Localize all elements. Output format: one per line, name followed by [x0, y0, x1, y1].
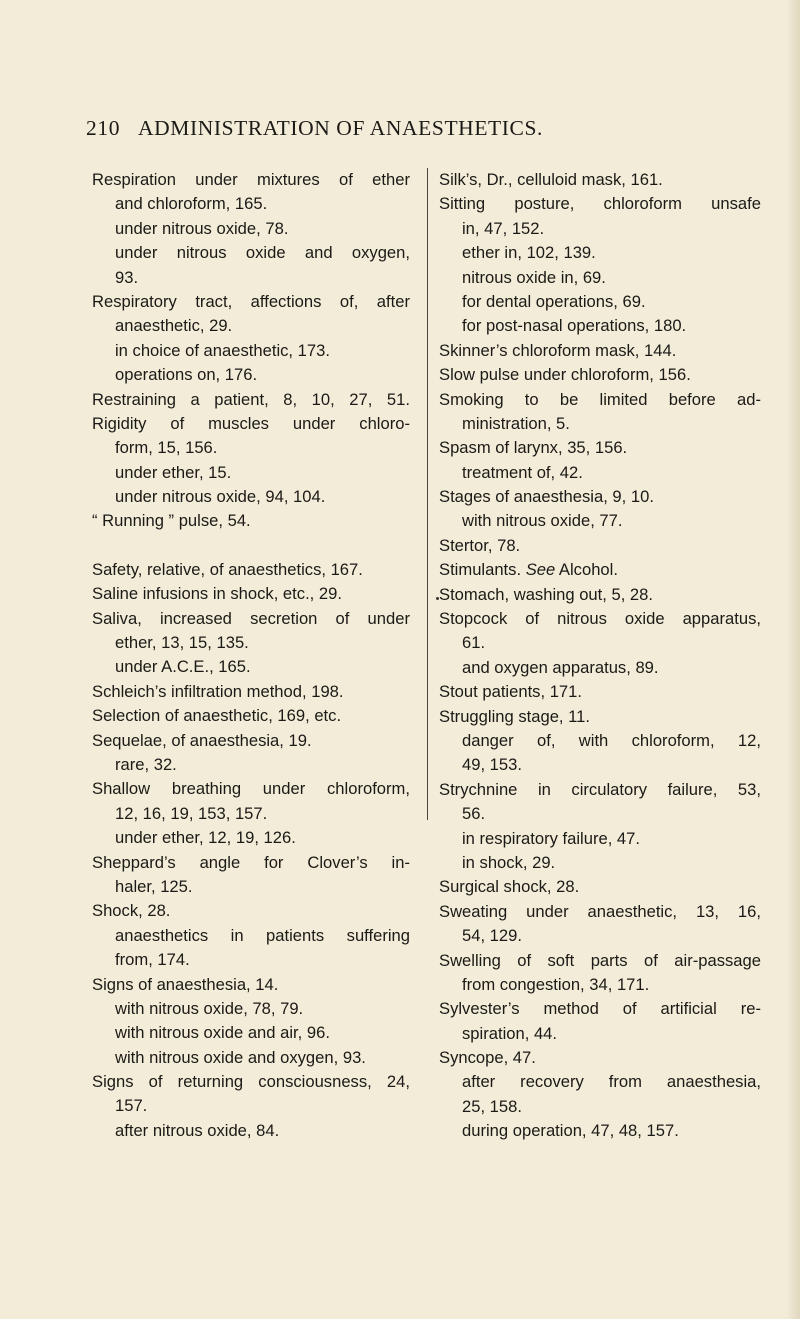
index-subentry: [439, 753, 761, 777]
index-subentry: [92, 1021, 410, 1045]
index-subentry: [92, 461, 410, 485]
entry-text: Signs of returning consciousness, 24,: [92, 1072, 410, 1092]
entry-text: under ether, 12, 19, 126.: [115, 828, 296, 848]
index-entry: [92, 290, 410, 314]
index-subentry: [439, 973, 761, 997]
index-subentry: [92, 826, 410, 850]
entry-text: Strychnine in circulatory failure, 53,: [439, 779, 761, 799]
index-entry: [439, 558, 761, 582]
page-header: [86, 116, 646, 146]
entry-text: 93.: [115, 267, 139, 287]
index-entry: [92, 168, 410, 192]
entry-text: under nitrous oxide, 78.: [115, 218, 289, 238]
index-subentry: [439, 1022, 761, 1046]
entry-text: haler, 125.: [115, 876, 193, 896]
index-subentry: [92, 1119, 410, 1143]
entry-text: with nitrous oxide, 78, 79.: [115, 998, 304, 1018]
entry-text: rare, 32.: [115, 754, 177, 774]
entry-text: in choice of anaesthetic, 173.: [115, 340, 330, 360]
entry-text: Sweating under anaesthetic, 13, 16,: [439, 901, 761, 921]
entry-text: after nitrous oxide, 84.: [115, 1120, 280, 1140]
index-column-left: [92, 168, 410, 1143]
entry-text: Selection of anaesthetic, 169, etc.: [92, 706, 342, 726]
entry-text: ministration, 5.: [462, 413, 570, 433]
index-entry: [92, 558, 410, 582]
entry-text: 56.: [462, 804, 486, 824]
entry-text: Safety, relative, of anaesthetics, 167.: [92, 559, 363, 579]
entry-text: ether, 13, 15, 135.: [115, 633, 249, 653]
index-subentry: [439, 509, 761, 533]
entry-text: Sylvester’s method of artificial re-: [439, 999, 761, 1019]
entry-text: from, 174.: [115, 950, 190, 970]
entry-text: for post-nasal operations, 180.: [462, 316, 687, 336]
entry-text: Restraining a patient, 8, 10, 27, 51.: [92, 389, 410, 409]
index-subentry: [92, 192, 410, 216]
index-entry: [439, 1046, 761, 1070]
entry-text: operations on, 176.: [115, 365, 258, 385]
entry-text: Struggling stage, 11.: [439, 706, 590, 726]
entry-text: under ether, 15.: [115, 462, 232, 482]
index-subentry: [92, 266, 410, 290]
index-subentry: [439, 1070, 761, 1094]
index-entry: [439, 363, 761, 387]
index-entry: [92, 729, 410, 753]
index-entry: [439, 583, 761, 607]
index-subentry: [439, 314, 761, 338]
entry-text: Stomach, washing out, 5, 28.: [439, 584, 654, 604]
index-entry: [92, 509, 410, 533]
entry-text: Stertor, 78.: [439, 535, 521, 555]
entry-text: Stages of anaesthesia, 9, 10.: [439, 487, 654, 507]
index-entry: [92, 973, 410, 997]
index-column-right: [439, 168, 761, 1144]
index-entry: [92, 704, 410, 728]
index-entry: [439, 900, 761, 924]
running-title: ADMINISTRATION OF ANAESTHETICS.: [138, 116, 544, 140]
index-entry: [439, 705, 761, 729]
entry-text: Shallow breathing under chloroform,: [92, 779, 410, 799]
index-entry: [92, 777, 410, 801]
index-subentry: [92, 436, 410, 460]
entry-text: Smoking to be limited before ad-: [439, 389, 761, 409]
entry-text: under nitrous oxide, 94, 104.: [115, 487, 326, 507]
entry-text: 157.: [115, 1096, 148, 1116]
entry-text: anaesthetic, 29.: [115, 316, 233, 336]
entry-text: under A.C.E., 165.: [115, 657, 251, 677]
index-entry: [439, 168, 761, 192]
column-divider: [427, 168, 428, 820]
entry-text: with nitrous oxide, 77.: [462, 511, 623, 531]
entry-text: 12, 16, 19, 153, 157.: [115, 803, 268, 823]
entry-text: Slow pulse under chloroform, 156.: [439, 365, 691, 385]
entry-text: Respiratory tract, affections of, after: [92, 291, 410, 311]
index-entry: [439, 875, 761, 899]
entry-text: after recovery from anaesthesia,: [462, 1072, 761, 1092]
cross-reference-target: Alcohol.: [555, 560, 618, 580]
index-subentry: [439, 631, 761, 655]
index-entry: [92, 851, 410, 875]
print-speck: [436, 597, 439, 600]
entry-text: 49, 153.: [462, 755, 522, 775]
entry-text: Spasm of larynx, 35, 156.: [439, 438, 628, 458]
index-entry: [92, 899, 410, 923]
index-subentry: [439, 290, 761, 314]
index-subentry: [92, 753, 410, 777]
index-subentry: [439, 924, 761, 948]
entry-text: in, 47, 152.: [462, 218, 545, 238]
index-subentry: [439, 412, 761, 436]
index-subentry: [439, 802, 761, 826]
entry-text: nitrous oxide in, 69.: [462, 267, 606, 287]
entry-text: Saliva, increased secretion of under: [92, 608, 410, 628]
entry-text: Respiration under mixtures of ether: [92, 170, 410, 189]
index-entry: [439, 485, 761, 509]
entry-text: danger of, with chloroform, 12,: [462, 730, 761, 750]
entry-text: Swelling of soft parts of air-passage: [439, 950, 761, 970]
index-subentry: [92, 1094, 410, 1118]
index-entry: [439, 534, 761, 558]
entry-text: Sheppard’s angle for Clover’s in-: [92, 852, 410, 872]
index-subentry: [92, 217, 410, 241]
entry-text: Silk’s, Dr., celluloid mask, 161.: [439, 170, 663, 189]
entry-text: during operation, 47, 48, 157.: [462, 1121, 679, 1141]
entry-text: with nitrous oxide and oxygen, 93.: [115, 1047, 366, 1067]
index-subentry: [92, 875, 410, 899]
index-entry: [92, 582, 410, 606]
index-subentry: [439, 461, 761, 485]
entry-text: spiration, 44.: [462, 1023, 558, 1043]
index-subentry: [92, 631, 410, 655]
index-subentry: [439, 827, 761, 851]
entry-text: Signs of anaesthesia, 14.: [92, 974, 279, 994]
index-subentry: [439, 241, 761, 265]
index-subentry: [439, 851, 761, 875]
index-subentry: [439, 729, 761, 753]
page-edge-shadow: [786, 0, 800, 1319]
entry-text: 25, 158.: [462, 1096, 522, 1116]
entry-text: Sitting posture, chloroform unsafe: [439, 194, 761, 214]
index-subentry: [92, 655, 410, 679]
entry-text: “ Running ” pulse, 54.: [92, 511, 251, 531]
index-subentry: [92, 485, 410, 509]
index-subentry: [92, 997, 410, 1021]
entry-text: with nitrous oxide and air, 96.: [115, 1023, 330, 1043]
entry-text: in respiratory failure, 47.: [462, 828, 641, 848]
entry-text: Surgical shock, 28.: [439, 877, 580, 897]
entry-text: Stimulants.: [439, 560, 526, 580]
index-subentry: [92, 339, 410, 363]
index-entry: [439, 436, 761, 460]
entry-text: Schleich’s infiltration method, 198.: [92, 681, 344, 701]
index-subentry: [92, 802, 410, 826]
entry-text: Stout patients, 171.: [439, 682, 582, 702]
entry-text: in shock, 29.: [462, 852, 556, 872]
index-entry: [439, 192, 761, 216]
index-entry: [439, 778, 761, 802]
index-entry: [439, 388, 761, 412]
entry-text: and oxygen apparatus, 89.: [462, 657, 659, 677]
page-number: 210: [86, 116, 121, 140]
index-entry: [439, 949, 761, 973]
index-subentry: [439, 217, 761, 241]
entry-text: for dental operations, 69.: [462, 291, 646, 311]
entry-text: ether in, 102, 139.: [462, 243, 596, 263]
entry-text: anaesthetics in patients suffering: [115, 925, 410, 945]
index-entry: [92, 388, 410, 412]
entry-text: Sequelae, of anaesthesia, 19.: [92, 730, 312, 750]
index-subentry: [92, 241, 410, 265]
index-subentry: [92, 924, 410, 948]
entry-text: under nitrous oxide and oxygen,: [115, 243, 410, 263]
entry-text: Rigidity of muscles under chloro-: [92, 413, 410, 433]
entry-text: Skinner’s chloroform mask, 144.: [439, 340, 677, 360]
index-subentry: [439, 1095, 761, 1119]
index-subentry: [92, 314, 410, 338]
entry-text: Syncope, 47.: [439, 1048, 536, 1068]
index-subentry: [439, 1119, 761, 1143]
index-subentry: [439, 656, 761, 680]
index-entry: [439, 339, 761, 363]
index-entry: [92, 412, 410, 436]
entry-text: from congestion, 34, 171.: [462, 974, 650, 994]
entry-text: treatment of, 42.: [462, 462, 583, 482]
index-entry: [439, 680, 761, 704]
index-entry: [92, 680, 410, 704]
entry-text: and chloroform, 165.: [115, 194, 268, 214]
index-entry: [92, 607, 410, 631]
index-subentry: [92, 363, 410, 387]
entry-text: Shock, 28.: [92, 901, 171, 921]
entry-text: 61.: [462, 633, 486, 653]
entry-text: Saline infusions in shock, etc., 29.: [92, 584, 342, 604]
index-entry: [439, 997, 761, 1021]
index-entry: [92, 1070, 410, 1094]
entry-text: Stopcock of nitrous oxide apparatus,: [439, 609, 761, 629]
index-subentry: [92, 1046, 410, 1070]
index-subentry: [439, 266, 761, 290]
entry-text: form, 15, 156.: [115, 438, 218, 458]
index-entry: [439, 607, 761, 631]
entry-text: 54, 129.: [462, 926, 522, 946]
index-subentry: [92, 948, 410, 972]
cross-reference-see: See: [525, 560, 556, 580]
